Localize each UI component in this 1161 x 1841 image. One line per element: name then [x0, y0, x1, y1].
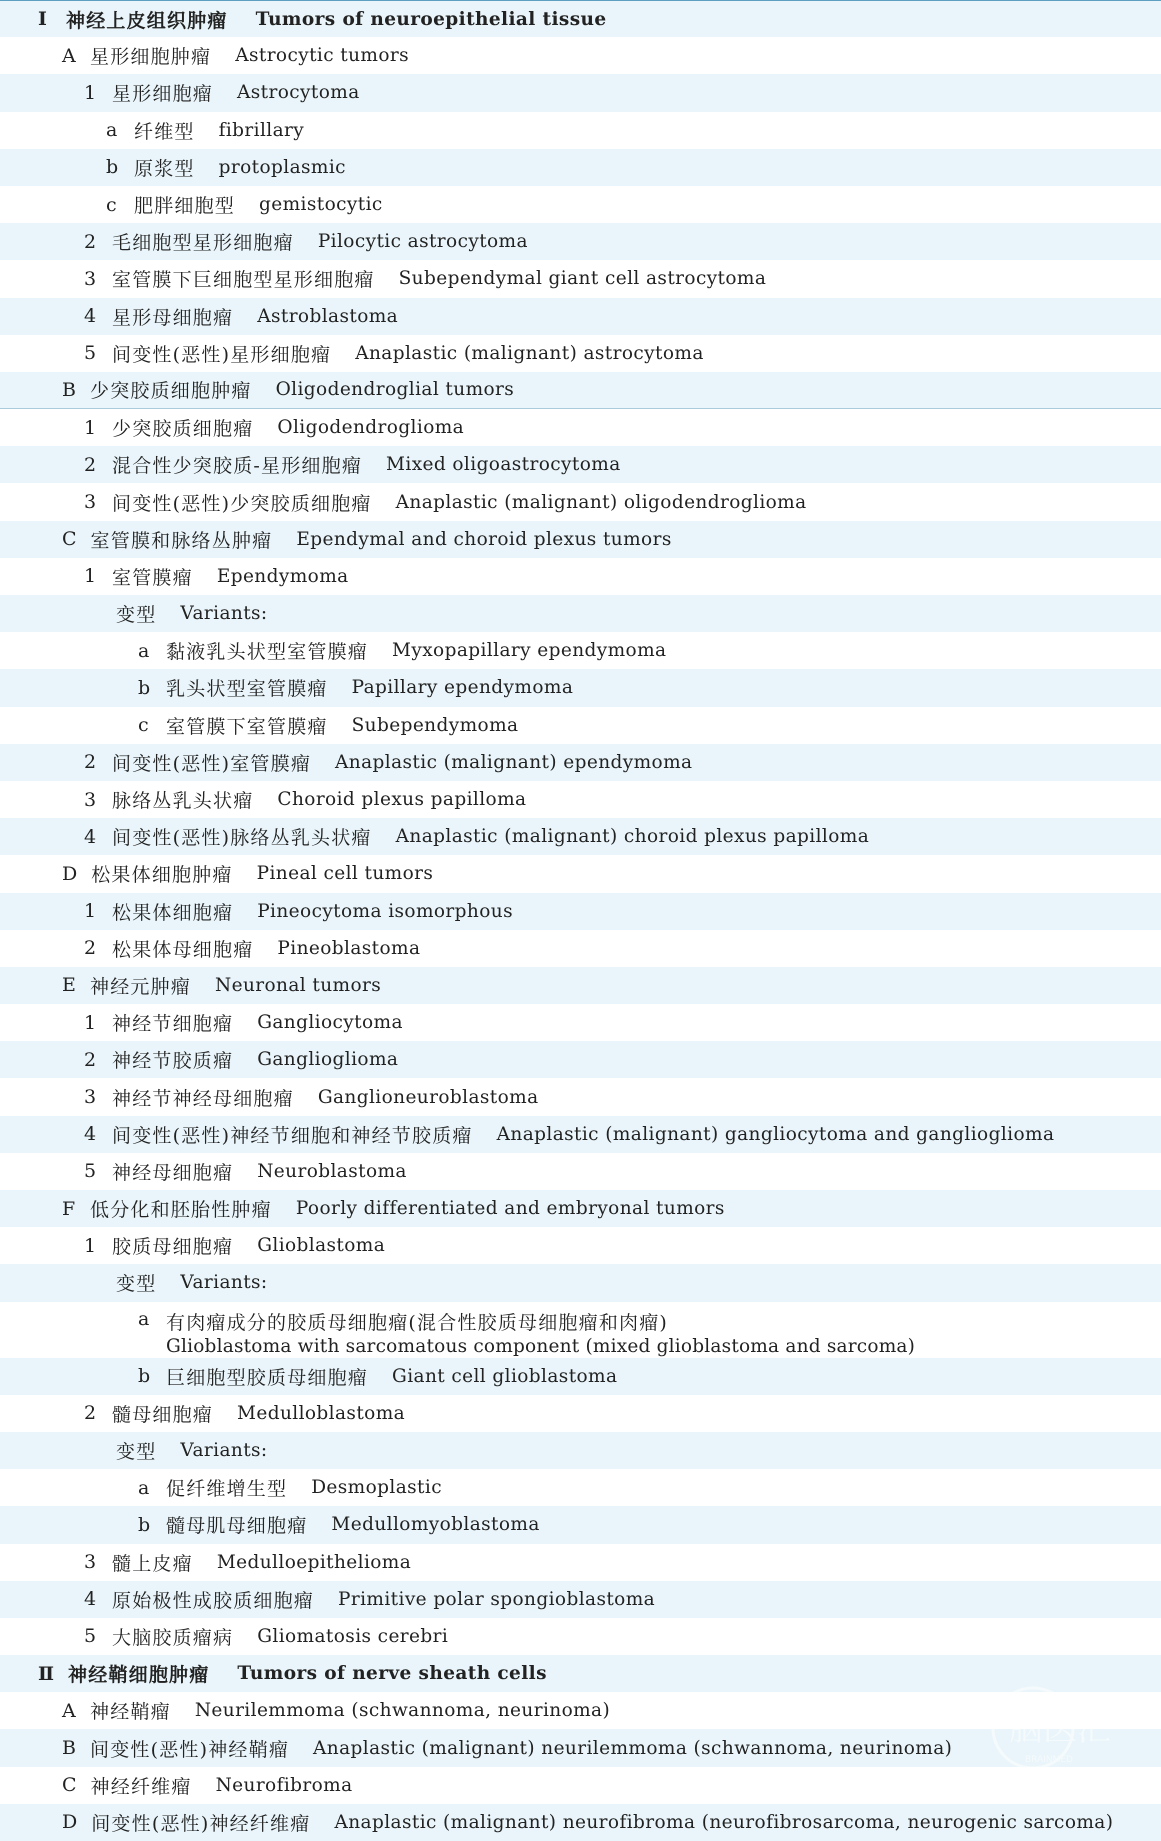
row-english-term: Anaplastic (malignant) astrocytoma [355, 342, 704, 364]
row-marker: 2 [84, 751, 97, 774]
row-marker: 4 [84, 825, 97, 848]
table-row [0, 1358, 1161, 1395]
table-row [0, 1227, 1161, 1264]
row-marker: 3 [84, 267, 97, 290]
row-chinese-term: 巨细胞型胶质母细胞瘤 [166, 1366, 369, 1389]
row-marker: E [62, 974, 76, 997]
row-english-term: Pineocytoma isomorphous [257, 900, 513, 922]
row-chinese-term: 乳头状型室管膜瘤 [166, 678, 328, 701]
row-marker: 1 [84, 1011, 97, 1034]
row-chinese-term: 变型 [116, 1273, 157, 1296]
row-chinese-term: 低分化和胚胎性肿瘤 [90, 1199, 272, 1222]
row-chinese-term: 神经节神经母细胞瘤 [112, 1087, 294, 1110]
row-chinese-term: 髓母细胞瘤 [112, 1403, 214, 1426]
row-marker: a [138, 639, 150, 662]
table-row [0, 669, 1161, 706]
row-marker: 2 [84, 937, 97, 960]
table-row [0, 74, 1161, 111]
table-row [0, 1395, 1161, 1432]
table-row [0, 1432, 1161, 1469]
row-chinese-term: 少突胶质细胞肿瘤 [90, 380, 252, 403]
row-english-term: Anaplastic (malignant) choroid plexus papilloma [395, 826, 870, 848]
table-row [0, 893, 1161, 930]
row-chinese-term: 促纤维增生型 [166, 1478, 288, 1501]
row-marker: A [62, 44, 76, 67]
row-marker: C [62, 1774, 77, 1797]
table-row [0, 298, 1161, 335]
row-english-term: Neuroblastoma [257, 1160, 407, 1182]
row-english-term: Medulloblastoma [237, 1402, 406, 1424]
table-row [0, 37, 1161, 74]
row-marker: 3 [84, 788, 97, 811]
row-chinese-term: 混合性少突胶质-星形细胞瘤 [112, 455, 363, 478]
row-english-term: Anaplastic (malignant) oligodendroglioma [395, 491, 807, 513]
row-english-term: Tumors of neuroepithelial tissue [255, 8, 607, 30]
row-chinese-term: 神经节细胞瘤 [112, 1013, 234, 1036]
row-english-term: Variants: [180, 1440, 268, 1462]
row-english-term: Subependymoma [351, 714, 519, 736]
row-english-term: Oligodendroglioma [277, 417, 465, 439]
row-english-term: Desmoplastic [311, 1477, 442, 1499]
table-row [0, 744, 1161, 781]
row-chinese-term: 神经母细胞瘤 [112, 1161, 234, 1184]
row-chinese-term: 室管膜瘤 [112, 566, 193, 589]
table-row [0, 1190, 1161, 1227]
row-marker: c [138, 714, 149, 737]
row-english-term: Variants: [180, 603, 268, 625]
row-english-term: Pineoblastoma [277, 937, 421, 959]
table-row [0, 186, 1161, 223]
row-marker: C [62, 528, 77, 551]
row-english-term: Anaplastic (malignant) ependymoma [335, 751, 693, 773]
watermark-subtext: BRAINMED [1025, 1755, 1073, 1765]
row-english-term: Ependymoma [216, 565, 349, 587]
row-marker: a [138, 1307, 150, 1330]
row-english-term: Ependymal and choroid plexus tumors [296, 528, 672, 550]
row-term-block [166, 1308, 915, 1357]
row-marker: 3 [84, 491, 97, 514]
row-english-term: Astrocytoma [237, 82, 360, 104]
table-row [0, 1264, 1161, 1301]
table-row [0, 595, 1161, 632]
row-chinese-term: 间变性(恶性)神经鞘瘤 [90, 1738, 290, 1761]
row-chinese-term: 有肉瘤成分的胶质母细胞瘤(混合性胶质母细胞瘤和肉瘤) [166, 1311, 669, 1334]
row-english-term: Giant cell glioblastoma [392, 1365, 618, 1387]
row-chinese-term: 大脑胶质瘤病 [112, 1626, 234, 1649]
row-marker: 1 [84, 81, 97, 104]
row-chinese-term: 室管膜下室管膜瘤 [166, 715, 328, 738]
row-english-term: Gangliocytoma [257, 1012, 403, 1034]
row-chinese-term: 松果体细胞肿瘤 [91, 864, 233, 887]
table-row [0, 930, 1161, 967]
table-row [0, 855, 1161, 892]
table-row [0, 0, 1161, 37]
table-row [0, 818, 1161, 855]
row-marker: b [138, 676, 151, 699]
row-english-term: Subependymal giant cell astrocytoma [398, 268, 767, 290]
table-row [0, 967, 1161, 1004]
row-chinese-term: 神经鞘瘤 [90, 1701, 171, 1724]
row-english-term: Glioblastoma [257, 1235, 386, 1257]
row-english-term: Primitive polar spongioblastoma [338, 1588, 656, 1610]
row-chinese-term: 肥胖细胞型 [134, 195, 236, 218]
table-row [0, 1804, 1161, 1841]
row-english-term: Astrocytic tumors [235, 45, 410, 67]
table-row [0, 483, 1161, 520]
row-english-term: Neurofibroma [215, 1774, 353, 1796]
row-english-term: Tumors of nerve sheath cells [237, 1663, 547, 1685]
row-marker: b [138, 1513, 151, 1536]
table-row [0, 707, 1161, 744]
row-chinese-term: 神经元肿瘤 [90, 975, 192, 998]
row-chinese-term: 松果体细胞瘤 [112, 901, 234, 924]
table-row [0, 1544, 1161, 1581]
row-marker: 2 [84, 1402, 97, 1425]
row-marker: 4 [84, 305, 97, 328]
row-chinese-term: 纤维型 [134, 120, 195, 143]
row-english-term: Myxopapillary ependymoma [392, 640, 667, 662]
row-chinese-term: 变型 [116, 604, 157, 627]
row-marker: 1 [84, 416, 97, 439]
row-english-term: gemistocytic [259, 194, 383, 216]
row-marker: F [62, 1197, 76, 1220]
table-row [0, 558, 1161, 595]
row-english-term: Oligodendroglial tumors [275, 379, 515, 401]
row-marker: b [138, 1365, 151, 1388]
row-marker: A [62, 1699, 76, 1722]
table-row [0, 632, 1161, 669]
table-row [0, 260, 1161, 297]
row-chinese-term: 神经上皮组织肿瘤 [66, 9, 228, 32]
table-row [0, 409, 1161, 446]
row-english-term: Ganglioglioma [257, 1049, 399, 1071]
row-english-term: Ganglioneuroblastoma [317, 1086, 539, 1108]
row-english-term: Papillary ependymoma [351, 677, 574, 699]
row-marker: B [62, 1737, 76, 1760]
table-row [0, 446, 1161, 483]
table-row [0, 335, 1161, 372]
row-chinese-term: 间变性(恶性)少突胶质细胞瘤 [112, 492, 372, 515]
row-english-term: Neuronal tumors [215, 974, 382, 996]
row-marker: 2 [84, 230, 97, 253]
table-row [0, 1302, 1161, 1358]
row-chinese-term: 原浆型 [134, 157, 195, 180]
row-english-term: Pineal cell tumors [256, 863, 434, 885]
table-row [0, 521, 1161, 558]
table-row [0, 1078, 1161, 1115]
row-chinese-term: 胶质母细胞瘤 [112, 1236, 234, 1259]
row-marker: 4 [84, 1123, 97, 1146]
table-row [0, 149, 1161, 186]
row-marker: 1 [84, 565, 97, 588]
row-english-term: Mixed oligoastrocytoma [386, 454, 621, 476]
table-row [0, 1618, 1161, 1655]
row-english-term: Pilocytic astrocytoma [317, 231, 528, 253]
table-row [0, 112, 1161, 149]
row-chinese-term: 神经纤维瘤 [90, 1775, 192, 1798]
row-english-term: fibrillary [218, 119, 305, 141]
row-english-term: Choroid plexus papilloma [277, 789, 527, 811]
row-marker: c [106, 193, 117, 216]
table-row [0, 1581, 1161, 1618]
table-row [0, 1004, 1161, 1041]
table-row [0, 1506, 1161, 1543]
row-english-term: Glioblastoma with sarcomatous component (mixed glioblastoma and sarcoma) [166, 1335, 916, 1357]
row-marker: 2 [84, 1048, 97, 1071]
row-chinese-term: 少突胶质细胞瘤 [112, 418, 254, 441]
watermark-text: 脑医汇 [1009, 1709, 1111, 1749]
row-chinese-term: 星形细胞瘤 [112, 83, 214, 106]
row-english-term: Medullomyoblastoma [331, 1514, 540, 1536]
row-marker: 1 [84, 1234, 97, 1257]
row-marker: a [106, 119, 118, 142]
table-row [0, 1041, 1161, 1078]
watermark-logo [985, 1680, 1155, 1780]
row-english-term: Gliomatosis cerebri [257, 1625, 449, 1647]
row-marker: a [138, 1476, 150, 1499]
row-marker: 5 [84, 1625, 97, 1648]
row-marker: Ⅱ [38, 1662, 55, 1685]
row-chinese-term: 间变性(恶性)脉络丛乳头状瘤 [112, 827, 372, 850]
row-chinese-term: 星形母细胞瘤 [112, 306, 234, 329]
row-english-term: Anaplastic (malignant) neurilemmoma (schwannoma, neurinoma) [313, 1737, 953, 1759]
row-chinese-term: 髓母肌母细胞瘤 [166, 1515, 308, 1538]
table-row [0, 1153, 1161, 1190]
row-chinese-term: 间变性(恶性)神经节细胞和神经节胶质瘤 [112, 1124, 473, 1147]
row-marker: 3 [84, 1551, 97, 1574]
row-marker: b [106, 156, 119, 179]
table-row [0, 1116, 1161, 1153]
table-row [0, 781, 1161, 818]
row-chinese-term: 神经节胶质瘤 [112, 1050, 234, 1073]
row-english-term: Anaplastic (malignant) neurofibroma (neurofibrosarcoma, neurogenic sarcoma) [334, 1811, 1114, 1833]
row-chinese-term: 间变性(恶性)星形细胞瘤 [112, 343, 332, 366]
row-chinese-term: 室管膜和脉络丛肿瘤 [90, 529, 273, 552]
row-chinese-term: 间变性(恶性)神经纤维瘤 [91, 1812, 311, 1835]
row-english-term: Astroblastoma [257, 305, 399, 327]
row-chinese-term: 黏液乳头状型室管膜瘤 [166, 641, 369, 664]
row-marker: 5 [84, 342, 97, 365]
row-marker: 4 [84, 1588, 97, 1611]
row-chinese-term: 星形细胞肿瘤 [90, 46, 212, 69]
row-chinese-term: 室管膜下巨细胞型星形细胞瘤 [112, 269, 375, 292]
table-row [0, 223, 1161, 260]
row-english-term: protoplasmic [218, 156, 346, 178]
row-marker: 5 [84, 1160, 97, 1183]
table-row [0, 372, 1161, 409]
row-marker: 1 [84, 900, 97, 923]
row-chinese-term: 髓上皮瘤 [112, 1552, 193, 1575]
row-marker: 3 [84, 1086, 97, 1109]
row-english-term: Poorly differentiated and embryonal tumors [295, 1198, 725, 1220]
row-chinese-term: 变型 [116, 1441, 157, 1464]
row-chinese-term: 神经鞘细胞肿瘤 [68, 1664, 210, 1687]
row-chinese-term: 松果体母细胞瘤 [112, 938, 254, 961]
row-chinese-term: 毛细胞型星形细胞瘤 [112, 232, 294, 255]
row-marker: D [62, 862, 78, 885]
row-english-term: Medulloepithelioma [216, 1551, 412, 1573]
row-english-term: Neurilemmoma (schwannoma, neurinoma) [194, 1700, 611, 1722]
row-marker: 2 [84, 453, 97, 476]
table-row [0, 1469, 1161, 1506]
row-chinese-term: 间变性(恶性)室管膜瘤 [112, 752, 312, 775]
row-english-term: Anaplastic (malignant) gangliocytoma and ganglioglioma [496, 1123, 1055, 1145]
row-marker: B [62, 378, 76, 401]
row-marker: D [62, 1811, 78, 1834]
row-chinese-term: 脉络丛乳头状瘤 [112, 790, 254, 813]
row-english-term: Variants: [180, 1272, 268, 1294]
row-chinese-term: 原始极性成胶质细胞瘤 [112, 1589, 315, 1612]
row-marker: Ⅰ [38, 8, 47, 31]
